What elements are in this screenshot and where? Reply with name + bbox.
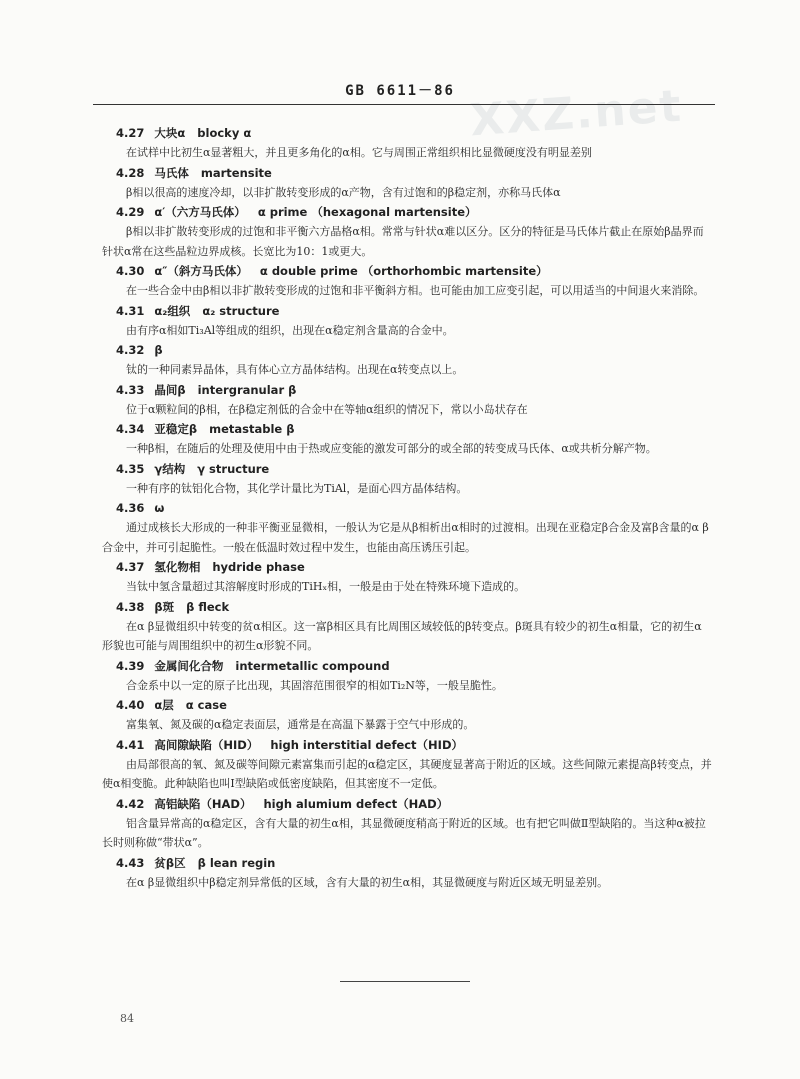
end-rule [340,981,470,982]
term-heading [100,696,712,715]
term-entry [100,598,712,656]
term-english: blocky α [197,126,252,140]
term-number: 4.35 [116,461,145,476]
term-number: 4.42 [116,796,145,811]
term-number: 4.43 [116,855,145,870]
term-english: α case [185,698,227,712]
term-chinese: α′（六方马氏体） [154,205,246,219]
term-entry [100,203,712,261]
term-number: 4.38 [116,599,145,614]
term-definition: 一种有序的钛铝化合物，其化学计量比为TiAl，是面心四方晶体结构。 [126,481,468,495]
term-english: β fleck [186,599,230,614]
term-number: 4.29 [116,205,145,219]
term-definition: 在一些合金中由β相以非扩散转变形成的过饱和非平衡斜方相。也可能由加工应变引起，可以用适当的中间退火来消除。 [126,284,705,297]
term-number: 4.28 [116,165,145,180]
term-number: 4.40 [116,698,145,712]
header-rule [93,104,715,105]
watermark-logo: XXZ.net [468,80,685,147]
term-number: 4.34 [116,422,145,436]
term-entry [100,420,712,459]
term-number: 4.32 [116,343,145,357]
term-chinese: 亚稳定β [154,422,198,436]
term-entry [100,341,712,380]
term-english: β lean regin [197,855,276,870]
term-number: 4.31 [116,303,145,318]
term-definition: β相以非扩散转变形成的过饱和非平衡六方晶格α相。常常与针状α难以区分。区分的特征是马氏体片截止在原始β晶界而针状α常在这些晶粒边界成核。长宽比为10：1或更大。 [102,225,704,258]
term-definition: 富集氧、氮及碳的α稳定表面层，通常是在高温下暴露于空气中形成的。 [126,718,475,731]
term-english: intermetallic compound [235,658,390,673]
term-heading [100,657,712,676]
term-number: 4.39 [116,658,145,673]
term-chinese: 晶间β [154,382,186,397]
term-number: 4.33 [116,382,145,397]
term-chinese: 金属间化合物 [154,658,224,673]
term-definition: 在试样中比初生α显著粗大，并且更多角化的α相。它与周围正常组织相比显微硬度没有明显差别 [126,146,592,159]
term-definition: 由有序α相如Ti₃Al等组成的组织，出现在α稳定剂含量高的合金中。 [126,323,454,337]
term-chinese: ω [154,501,165,515]
term-definition: 位于α颗粒间的β相，在β稳定剂低的合金中在等轴α组织的情况下，常以小岛状存在 [126,402,528,416]
term-entry [100,696,712,735]
term-definition: 铝含量异常高的α稳定区，含有大量的初生α相，其显微硬度稍高于附近的区域。也有把它叫做Ⅱ型缺陷的。当这种α被拉长时则称做“带状α”。 [102,816,706,849]
term-heading [100,203,712,222]
term-entry [100,262,712,301]
term-definition: 合金系中以一定的原子比出现，其固溶范围很窄的相如Ti₂N等，一般呈脆性。 [126,678,503,692]
term-number: 4.36 [116,501,145,515]
term-heading [100,736,712,755]
term-heading [100,854,712,873]
term-definition: 通过成核长大形成的一种非平衡亚显微相，一般认为它是从β相析出α相时的过渡相。出现在亚稳定β合金及富β含量的α β合金中，并可引起脆性。一般在低温时效过程中发生，也能由高压诱压引起。 [102,521,709,554]
term-english: α prime （hexagonal martensite） [257,205,477,219]
term-entry [100,381,712,420]
term-english: metastable β [209,422,295,436]
term-heading [100,381,712,400]
term-entry [100,558,712,597]
term-chinese: 大块α [154,126,186,140]
term-heading [100,124,712,143]
term-english: high alumium defect（HAD） [263,796,449,811]
term-entry [100,302,712,341]
term-english: intergranular β [197,382,297,397]
term-number: 4.41 [116,737,145,752]
term-chinese: α₂组织 [154,303,191,318]
term-entry [100,657,712,696]
term-heading [100,598,712,617]
term-entry [100,736,712,794]
term-entry [100,164,712,203]
term-chinese: α″（斜方马氏体） [154,264,248,278]
term-definition: β相以很高的速度冷却，以非扩散转变形成的α产物，含有过饱和的β稳定剂，亦称马氏体α [126,185,561,199]
page-number: 84 [120,1012,134,1025]
term-heading [100,302,712,321]
term-heading [100,460,712,479]
term-definition: 当钛中氢含量超过其溶解度时形成的TiHₓ相，一般是由于处在特殊环境下造成的。 [126,580,526,593]
term-chinese: γ结构 [154,461,186,476]
term-heading [100,499,712,518]
term-heading [100,420,712,439]
term-heading [100,558,712,577]
term-english: hydride phase [212,560,305,574]
term-chinese: 贫β区 [154,855,186,870]
term-chinese: 高铝缺陷（HAD） [154,796,252,811]
term-english: high interstitial defect（HID） [270,737,464,752]
term-entry [100,460,712,499]
term-chinese: 马氏体 [154,165,189,180]
terms-list [100,124,712,893]
term-chinese: α层 [154,698,174,712]
term-chinese: 氢化物相 [154,560,201,574]
term-definition: 在α β显微组织中转变的贫α相区。这一富β相区具有比周围区域较低的β转变点。β斑具有较少的初生α相量，它的初生α形貌也可能与周围组织中的初生α形貌不同。 [102,619,702,652]
term-english: α double prime （orthorhombic martensite） [259,264,548,278]
term-entry [100,795,712,853]
term-entry [100,854,712,893]
term-heading [100,341,712,360]
term-number: 4.27 [116,126,145,140]
term-heading [100,262,712,281]
term-definition: 钛的一种同素异晶体，具有体心立方晶体结构。出现在α转变点以上。 [126,363,464,376]
term-entry [100,124,712,163]
term-chinese: 高间隙缺陷（HID） [154,737,259,752]
term-definition: 在α β显微组织中β稳定剂异常低的区域，含有大量的初生α相，其显微硬度与附近区域无明显差别。 [126,875,609,889]
standard-header: GB 6611－86 [345,83,455,99]
term-entry [100,499,712,557]
term-number: 4.30 [116,264,145,278]
term-english: α₂ structure [202,303,280,318]
term-definition: 由局部很高的氧、氮及碳等间隙元素富集而引起的α稳定区，其硬度显著高于附近的区域。这些间隙元素提高β转变点，并使α相变脆。此种缺陷也叫Ⅰ型缺陷或低密度缺陷，但其密度不一定低。 [102,757,712,790]
term-heading [100,795,712,814]
term-definition: 一种β相，在随后的处理及使用中由于热或应变能的激发可部分的或全部的转变成马氏体、α或共析分解产物。 [126,442,657,455]
term-english: γ structure [197,461,270,476]
term-english: martensite [200,165,272,180]
term-chinese: β [154,343,163,357]
term-number: 4.37 [116,560,145,574]
term-heading [100,164,712,183]
term-chinese: β斑 [154,599,175,614]
